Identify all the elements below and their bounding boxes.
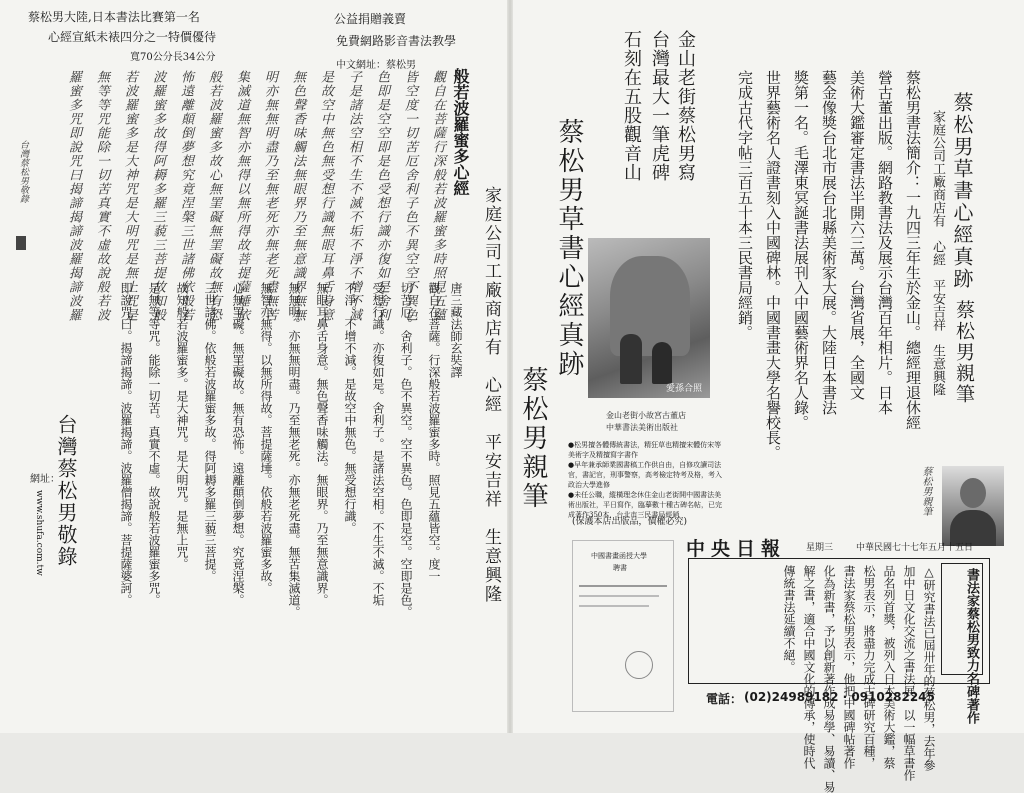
newspaper-name: 中央日報 xyxy=(686,538,787,560)
photo-shop-2: 中華書法美術出版社 xyxy=(606,423,678,432)
promo-line-1: 蔡松男大陸,日本書法比賽第一名 xyxy=(28,10,200,24)
notice-item: ●松男擅各體傳統書法，精狂草也精擅宋體仿宋等美術字及精擅寫字書作 xyxy=(568,441,722,459)
sutra-column: 即說咒曰。揭諦揭諦。波羅揭諦。波羅僧揭諦。菩提薩婆訶。 xyxy=(119,282,133,606)
cert-line xyxy=(579,585,667,587)
cursive-column: 若波羅蜜多是大神咒是大明咒是無上咒是 xyxy=(122,70,137,322)
website-label: 網址： xyxy=(30,474,60,485)
translator: 唐三藏法師玄奘譯 xyxy=(449,282,463,378)
newspaper-weekday: 星期三 xyxy=(806,543,834,553)
website-link[interactable]: www.shufa.com.tw xyxy=(34,490,44,576)
right-title-author: 蔡松男親筆 xyxy=(953,300,975,405)
stone-column: 石刻在五股觀音山 xyxy=(621,30,642,182)
bio-column: 美術大鑑審定書法半開六三萬。台灣省展，全國文 xyxy=(848,70,866,400)
cursive-column: 集滅道無智亦無得以無所得故菩提薩埵依 xyxy=(234,70,249,322)
sutra-column: 不淨。不增不減。是故空中無色。無受想行識。 xyxy=(343,282,357,534)
cursive-column: 無色聲香味觸法無眼界乃至無意識界無無 xyxy=(290,70,305,322)
printed-signature: 台灣蔡松男敬錄 xyxy=(54,414,78,568)
newspaper-date: 中華民國七十七年五月十五日 xyxy=(856,543,974,553)
biography xyxy=(720,70,922,460)
notice-item: ●早年兼承師業國書稿工作供自由，自修攻讀司法官，書記官，刑事警察，高考檢定特考及格，考入政治大學進修 xyxy=(568,461,722,489)
cert-seal-icon xyxy=(625,651,653,679)
photo-caption: 愛孫合照 xyxy=(665,384,702,394)
article-column: 加中日文化交流之書法展，以一幅草書作 xyxy=(902,565,916,781)
photo-shop-1: 金山老街小故宮古董店 xyxy=(606,411,686,420)
sutra-column: 三世諸佛。依般若波羅蜜多故。得阿耨多羅三藐三菩提。 xyxy=(203,282,217,582)
portrait-face xyxy=(960,478,986,508)
big-title: 蔡松男草書心經真跡 xyxy=(554,118,584,379)
sutra-column: 故知般若波羅蜜多。是大神咒。是大明咒。是無上咒。 xyxy=(175,282,189,570)
cursive-column: 無等等咒能除一切苦真實不虛故說般若波 xyxy=(94,70,109,322)
sutra-column: 無無明。亦無無明盡。乃至無老死。亦無老死盡。無苦集滅道。 xyxy=(287,282,301,618)
mid-heading: 家庭公司工廠商店有 心經 平安吉祥 生意興隆 xyxy=(481,186,501,604)
child-figure xyxy=(652,342,672,384)
article-column: 松男表示，將盡力完成古碑研究百種， xyxy=(862,565,876,769)
notice-item: ●未任公職，縱橫理念休住金山老街開中國書法美術出版社，平日寫作，臨摹數十種古碑名帖，已完成著作350本，台北市三民書局經銷 xyxy=(568,491,722,519)
bio-column: 獎第一名。毛澤東冥誕書法展刊入中國藝術界名人錄。 xyxy=(792,70,810,430)
site-label: 中文網址：蔡松男 xyxy=(336,60,416,71)
cursive-block xyxy=(40,70,445,322)
certificate xyxy=(572,540,674,712)
cursive-column: 皆空度一切苦厄舍利子色不異空空不異色 xyxy=(402,70,417,322)
portrait-signature: 蔡松男親筆 xyxy=(920,466,931,516)
cursive-column: 波羅蜜多故得阿耨多羅三藐三菩提故知般 xyxy=(150,70,165,322)
cursive-column: 怖遠離顛倒夢想究竟涅槃三世諸佛依般若 xyxy=(178,70,193,322)
bio-column: 營古董出版。網路教書法及展示台灣百年相片。日本 xyxy=(876,70,894,415)
grandchildren-photo xyxy=(588,238,710,398)
child-figure xyxy=(620,334,642,384)
stone-column: 台灣最大一筆虎碑 xyxy=(649,30,670,182)
cursive-title: 般若波羅蜜多心經 xyxy=(451,68,470,196)
sutra-column: 受想行識。亦復如是。舍利子。是諸法空相。不生不滅。不垢 xyxy=(371,282,385,606)
article-column: 書法家蔡松男表示，他把中國碑帖著作 xyxy=(842,565,856,769)
phone-number[interactable]: (02)24989182 · 0910282245 xyxy=(744,690,935,704)
cursive-column: 色即是空空即是色受想行識亦復如是舍利 xyxy=(374,70,389,322)
cursive-signature: 台灣蔡松男敬錄 xyxy=(18,140,28,203)
sutra-column: 無眼耳鼻舌身意。無色聲香味觸法。無眼界。乃至無意識界。 xyxy=(315,282,329,606)
bio-column: 蔡松男書法簡介：一九四三年生於金山。總經理退休經 xyxy=(904,70,922,430)
printed-sutra xyxy=(100,282,440,622)
cert-title: 中國書畫函授大學 xyxy=(591,552,647,560)
article-column: 品名列首獎，被列入日本美術大鑑，蔡 xyxy=(882,565,896,769)
promo-line-2: 心經宣紙未裱四分之一特價優待 xyxy=(48,30,217,44)
page-fold xyxy=(507,0,513,733)
cursive-column: 般若波羅蜜多故心無罣礙無罣礙故無有恐 xyxy=(206,70,221,322)
cert-line xyxy=(579,595,659,597)
headline-box xyxy=(941,563,983,724)
charity-title: 公益捐贈義賣 xyxy=(334,12,407,26)
cursive-column: 觀自在菩薩行深般若波羅蜜多時照見五蘊 xyxy=(430,70,445,322)
stone-column: 金山老街蔡松男寫 xyxy=(675,30,696,182)
phone-label: 電話： xyxy=(706,692,743,706)
cursive-column: 是故空中無色無受想行識無眼耳鼻舌身意 xyxy=(318,70,333,322)
article-column: 化為新書，予以創新著作成易學、易讀、易 xyxy=(822,565,836,793)
sutra-column: 是無等等咒。能除一切苦。真實不虛。故說般若波羅蜜多咒。 xyxy=(147,282,161,606)
article-column: 解之書，適合中國文化的傳承，使時代 xyxy=(802,565,816,769)
red-seal-icon xyxy=(16,236,26,250)
sutra-column: 心無罣礙。無罣礙故。無有恐怖。遠離顛倒夢想。究竟涅槃。 xyxy=(231,282,245,606)
cursive-column: 羅蜜多咒即說咒曰揭諦揭諦波羅揭諦波羅 xyxy=(66,70,81,322)
charity-subtitle: 免費網路影音書法教學 xyxy=(336,34,457,48)
bio-column: 完成古代字帖三百五十本三民書局經銷。 xyxy=(736,70,754,340)
notices xyxy=(568,440,726,520)
sutra-column: 觀自在菩薩。行深般若波羅蜜多時。照見五蘊皆空。度一 xyxy=(427,282,441,582)
right-title: 蔡松男草書心經真跡 xyxy=(950,92,974,290)
cert-line xyxy=(579,605,649,607)
article-column: 傳統書法延續不絕。 xyxy=(782,565,796,673)
bio-column: 世界藝術名人證書刻入中國碑林。中國書畫大學名譽校長。 xyxy=(764,70,782,460)
author-portrait xyxy=(942,466,1004,546)
sutra-column: 切苦厄。舍利子。色不異空。空不異色。色即是空。空即是色。 xyxy=(399,282,413,618)
article-column: △研究書法已屆卅年的蔡松男，去年參 xyxy=(922,565,936,771)
right-title-sub: 家庭公司工廠商店有 心經 平安吉祥 生意興隆 xyxy=(930,110,945,396)
big-author: 蔡松男親筆 xyxy=(518,366,548,511)
article-headline: 書法家蔡松男致力名碑著作 xyxy=(964,568,979,724)
bio-column: 藝金像獎台北市展台北縣美術家大展。大陸日本書法 xyxy=(820,70,838,415)
sutra-column: 無智亦無得。以無所得故。菩提薩埵。依般若波羅蜜多故。 xyxy=(259,282,273,594)
cert-sub: 聘書 xyxy=(613,564,627,572)
cursive-column: 明亦無無明盡乃至無老死亦無老死盡無苦 xyxy=(262,70,277,322)
cursive-column: 子是諸法空相不生不滅不垢不淨不增不減 xyxy=(346,70,361,322)
paper-size: 寬70公分長34公分 xyxy=(130,52,216,63)
copyright-note: (保護本店出版品，價權必究) xyxy=(572,517,688,527)
